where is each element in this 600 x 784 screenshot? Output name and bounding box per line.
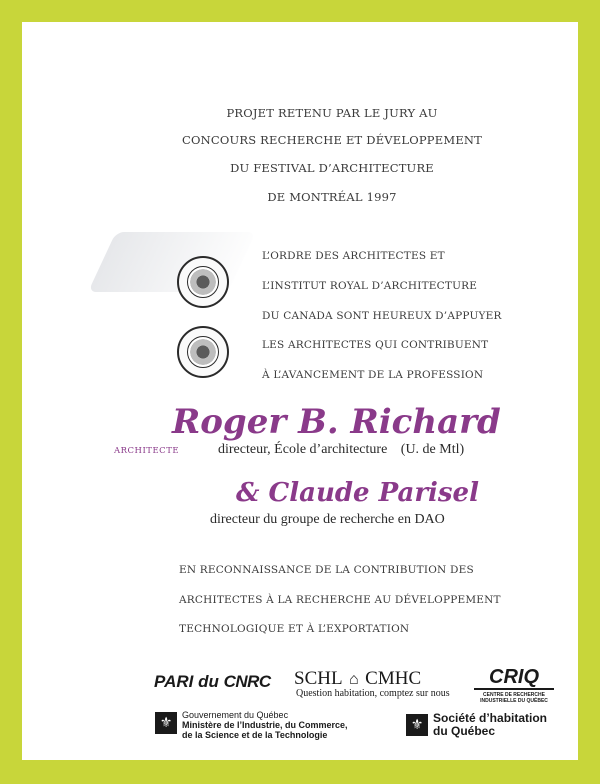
raic-seal bbox=[177, 326, 229, 378]
recognition-line-1: EN RECONNAISSANCE DE LA CONTRIBUTION DES bbox=[179, 564, 474, 576]
recognition-line-3: TECHNOLOGIQUE ET À L’EXPORTATION bbox=[179, 623, 410, 635]
support-line-1: L’ORDRE DES ARCHITECTES ET bbox=[262, 250, 445, 262]
heading-line-1: PROJET RETENU PAR LE JURY AU bbox=[226, 106, 438, 120]
architect-label: ARCHITECTE bbox=[114, 446, 180, 456]
background-smudge bbox=[88, 232, 256, 292]
cnrc-text: CNRC bbox=[223, 672, 271, 691]
shq-logo bbox=[433, 712, 547, 738]
gouv-quebec-logo bbox=[182, 710, 348, 740]
fleur-de-lis-icon: ⚜ bbox=[155, 712, 177, 734]
heading-line-3: DU FESTIVAL D’ARCHITECTURE bbox=[230, 161, 434, 175]
oaq-seal-emblem bbox=[187, 266, 219, 298]
support-line-2: L’INSTITUT ROYAL D’ARCHITECTURE bbox=[262, 280, 478, 292]
criq-logo bbox=[474, 666, 554, 704]
pari-cnrc-logo bbox=[154, 672, 271, 692]
criq-sub-1: CENTRE DE RECHERCHE bbox=[483, 692, 545, 698]
heading-line-4: DE MONTRÉAL 1997 bbox=[267, 190, 397, 204]
raic-seal-emblem bbox=[187, 336, 219, 368]
shq-line-2: du Québec bbox=[433, 724, 496, 738]
shq-fleur-de-lis-icon: ⚜ bbox=[406, 714, 428, 736]
gouv-line-2: Ministère de l’Industrie, du Commerce, bbox=[182, 720, 348, 730]
schl-text: SCHL bbox=[294, 668, 343, 689]
cmhc-text: CMHC bbox=[365, 668, 422, 689]
recognition-line-2: ARCHITECTES À LA RECHERCHE AU DÉVELOPPEMENT bbox=[179, 594, 501, 606]
support-line-3: DU CANADA SONT HEUREUX D’APPUYER bbox=[262, 310, 502, 322]
pari-text: PARI du bbox=[154, 672, 219, 691]
heading-line-2: CONCOURS RECHERCHE ET DÉVELOPPEMENT bbox=[181, 133, 483, 147]
signature-claude-parisel: & Claude Parisel bbox=[236, 478, 479, 508]
role-claude-parisel: directeur du groupe de recherche en DAO bbox=[210, 512, 445, 527]
shq-line-1: Société d’habitation bbox=[433, 711, 548, 725]
role-roger-title: directeur, École d’architecture bbox=[218, 442, 388, 457]
schl-cmhc-logo bbox=[294, 668, 450, 699]
schl-tagline: Question habitation, comptez sur nous bbox=[296, 688, 450, 699]
gouv-line-1: Gouvernement du Québec bbox=[182, 710, 289, 720]
role-roger-richard bbox=[218, 442, 464, 458]
role-roger-affiliation: (U. de Mtl) bbox=[400, 442, 465, 457]
oaq-seal bbox=[177, 256, 229, 308]
criq-sub-2: INDUSTRIELLE DU QUÉBEC bbox=[480, 698, 548, 704]
gouv-line-3: de la Science et de la Technologie bbox=[182, 730, 328, 740]
schl-house-icon: ⌂ bbox=[349, 671, 359, 688]
support-line-5: À L’AVANCEMENT DE LA PROFESSION bbox=[262, 369, 484, 381]
support-line-4: LES ARCHITECTES QUI CONTRIBUENT bbox=[262, 339, 489, 351]
signature-roger-richard: Roger B. Richard bbox=[172, 402, 501, 442]
criq-text: CRIQ bbox=[474, 666, 554, 690]
